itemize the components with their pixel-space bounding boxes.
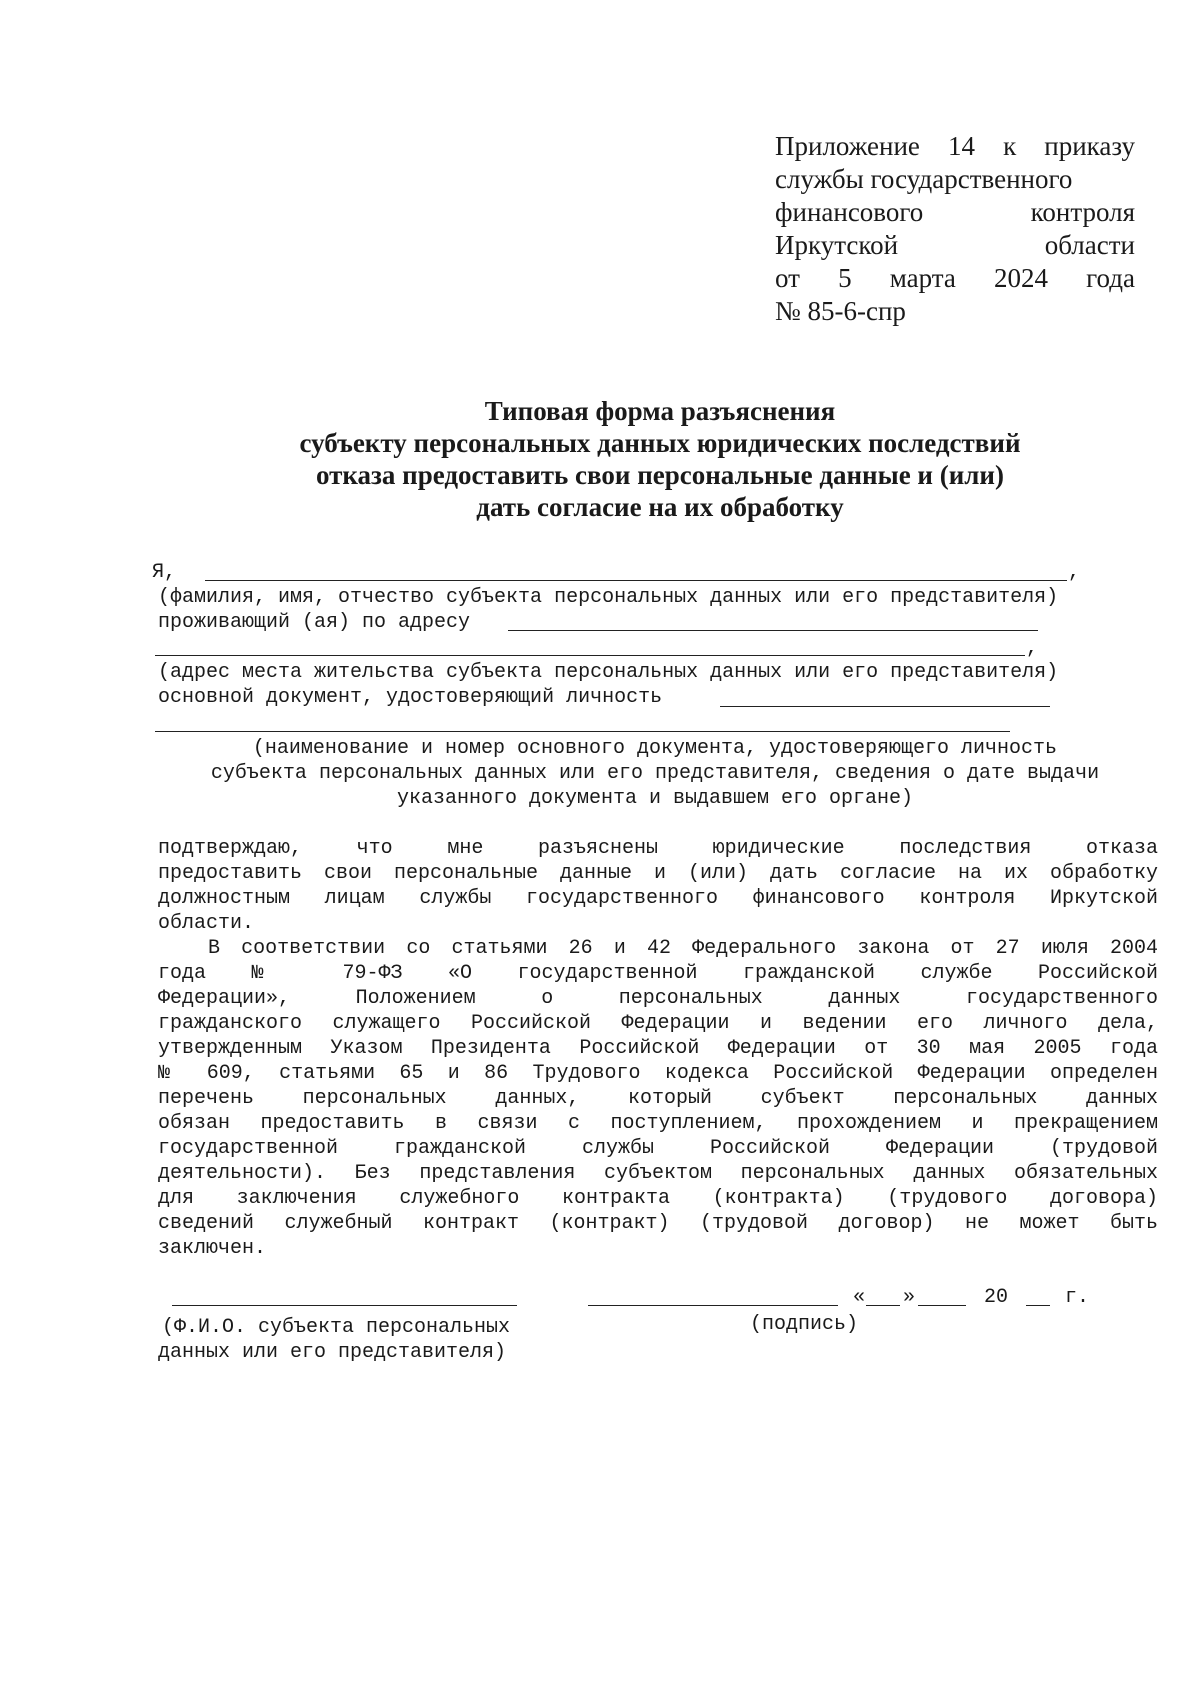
i-label: Я, [152,561,177,584]
date-year-suffix: г. [1065,1286,1090,1309]
hint-address: (адрес места жительства субъекта персональных данных или его представителя) [158,661,1059,684]
date-close-quote: » [903,1286,916,1309]
address-field-line-2[interactable] [155,655,1025,656]
fio-label-1: (Ф.И.О. субъекта персональных [162,1316,511,1339]
hint-document-3: указанного документа и выдавшем его органе) [396,787,914,810]
name-field-line[interactable] [205,580,1067,581]
hint-document-2: субъекта персональных данных или его представителя, сведения о дате выдачи [210,762,1100,785]
appendix-line-6: № 85-6-спр [775,296,906,326]
date-open-quote: « [853,1286,866,1309]
hint-document-1: (наименование и номер основного документа, удостоверяющего личность [252,737,1058,760]
document-label: основной документ, удостоверяющий личность [158,686,663,709]
document-field-line-2[interactable] [155,731,1010,732]
appendix-line-2: службы государственного [775,164,1073,194]
date-month-line[interactable] [918,1305,966,1306]
name-comma: , [1068,561,1081,584]
appendix-line-4: Иркутской области [775,230,1135,260]
date-day-line[interactable] [866,1305,900,1306]
signature-line[interactable] [588,1305,838,1306]
fio-label-2: данных или его представителя) [158,1341,507,1364]
appendix-line-3: финансового контроля [775,197,1135,227]
address-label: проживающий (ая) по адресу [158,611,471,634]
paragraph-1: подтверждаю, что мне разъяснены юридические последствия отказа предоставить свои персональные данные и (или) дать согласие на их обработку должностным лицам службы государственного финансового контроля Иркутской области. [158,837,1158,935]
document-field-line-1[interactable] [720,706,1050,707]
paragraph-2: В соответствии со статьями 26 и 42 Федерального закона от 27 июля 2004 года № 79-ФЗ «О государственной гражданской службе Российской Федерации», Положением о персональных данных государственного гражданского служащего Российской Федерации и ведении его личного дела, утвержденным Указом Президента Российской Федерации от 30 мая 2005 года № 609, статьями 65 и 86 Трудового кодекса Российской Федерации определен перечень персональных данных, который субъект персональных данных обязан предоставить в связи с поступлением, прохождением и прекращением государственной гражданской службы Российской Федерации (трудовой деятельности). Без представления субъектом персональных данных обязательных для заключения служебного контракта (контракта) (трудового договора) сведений служебный контракт (контракт) (трудовой договор) не может быть заключен. [158,937,1158,1260]
hint-name: (фамилия, имя, отчество субъекта персональных данных или его представителя) [158,586,1059,609]
appendix-line-1: Приложение 14 к приказу [775,131,1135,161]
date-year-line[interactable] [1026,1305,1050,1306]
sign-label: (подпись) [750,1313,859,1336]
date-year-prefix: 20 [984,1286,1009,1309]
appendix-block [775,130,1135,328]
document-title: Типовая форма разъяснения субъекту персональных данных юридических последствий отказа предоставить свои персональные данные и (или) дать согласие на их обработку [299,396,1021,522]
fio-signature-line[interactable] [172,1305,517,1306]
appendix-line-5: от 5 марта 2024 года [775,263,1135,293]
address-field-line-1[interactable] [508,630,1038,631]
address-comma: , [1026,637,1039,660]
